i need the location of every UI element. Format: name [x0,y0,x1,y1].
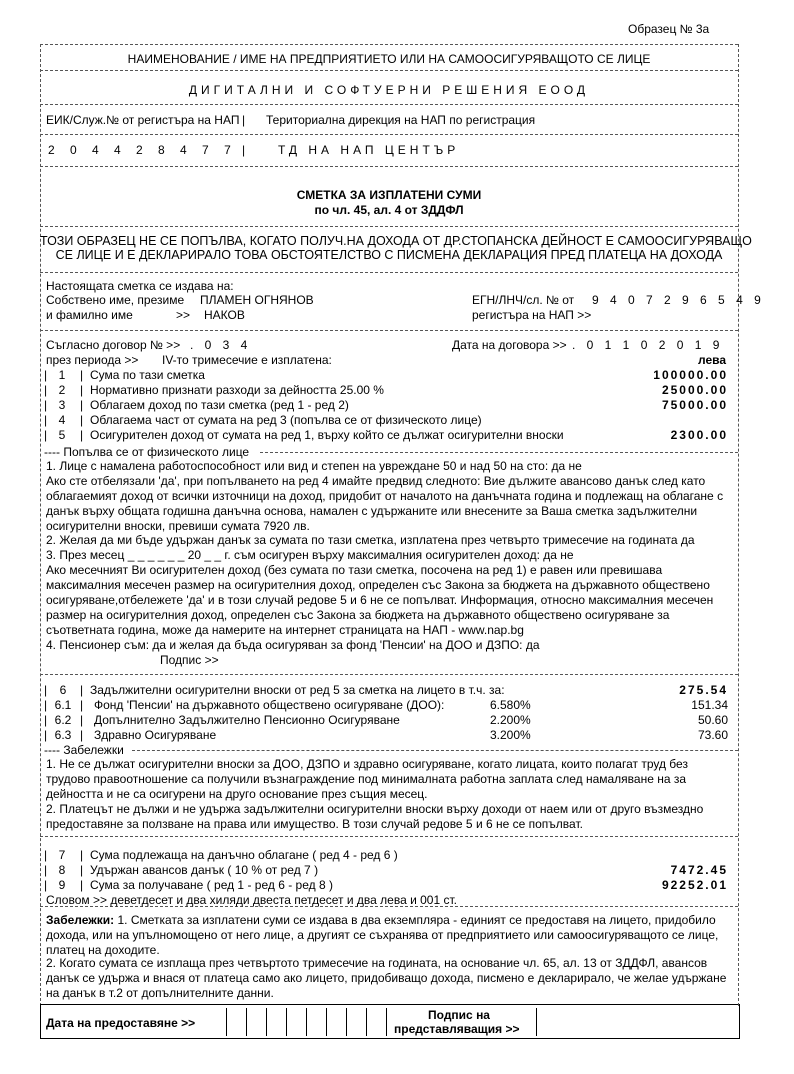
row-bar: | [80,683,84,697]
footer-note-2: 2. Когато сумата се изплаща през четвъртото тримесечие на годината, на основание чл. 65, ал. 13 от ЗДДФЛ, авансов данък се удържа и внася от платеца само ако лицето, придобиващо дохода, писмено е декларирало, че желае удържане на данък в т.2 от допълнителните данни. [46,956,727,1000]
vertical-bar: | [242,113,246,127]
row-number: 8 [58,863,66,877]
row-bar: | [80,863,84,877]
row-label: Фонд 'Пенсии' на държавното обществено осигуряване (ДОО): [94,698,445,712]
physical-heading: ---- Попълва се от физическото лице [44,445,250,459]
row-percent: 3.200% [490,728,531,742]
vertical-bar: | [242,143,246,157]
signature-label-1: Подпис на [428,1008,490,1022]
divider [40,330,738,331]
row-value: 151.34 [691,698,728,712]
document-title: СМЕТКА ЗА ИЗПЛАТЕНИ СУМИ [296,188,482,202]
signature-label-2: представляващия >> [394,1022,520,1036]
row-bar: | [80,698,84,712]
footer-note-1-text: 1. Сметката за изплатени суми се издава в два екземпляра - единият се предоставя на лицето, придобило дохода, или на упълномощено от него лице, а другият се съхранява от предприятието или самоосигуряващото се лице, платец на доходите. [46,913,719,957]
physical-p3: 3. През месец _ _ _ _ _ _ 20 _ _ г. съм осигурен върху максималния осигурителен доход: да не [46,548,574,562]
surname-arrow: >> [176,308,191,322]
date-cell[interactable] [286,1008,287,1036]
row-bar: | [44,848,48,862]
row-number: 5 [58,428,66,442]
row-bar: | [44,413,48,427]
date-cell[interactable] [366,1008,367,1036]
date-cell[interactable] [306,1008,307,1036]
name-value: ПЛАМЕН ОГНЯНОВ [200,293,314,307]
row-bar: | [44,398,48,412]
eik-value: 2 0 4 4 2 8 4 7 7 [48,143,237,157]
row-label: Сума за получаване ( ред 1 - ред 6 - ред 8 ) [90,878,333,892]
row-bar: | [80,428,84,442]
row-number: 6.3 [54,728,72,742]
notes-heading: ---- Забележки [44,743,124,757]
date-cell[interactable] [266,1008,267,1036]
company-label: НАИМЕНОВАНИЕ / ИМЕ НА ПРЕДПРИЯТИЕТО ИЛИ НА САМООСИГУРЯВАЩОТО СЕ ЛИЦЕ [127,52,651,66]
notes-n1: 1. Не се дължат осигурителни вноски за ДОО, ДЗПО и здравно осигуряване, когато лицата, които полагат труд без трудово правоотношение са получили възнаграждение под минималната работна заплата след намаляване на за дейността и не са осигурени на друго основание през същия месец. [46,757,688,801]
row-bar: | [80,368,84,382]
divider [40,272,738,273]
contract-date-value: . 0 1 1 0 2 0 1 9 [572,338,724,352]
row-label: Нормативно признати разходи за дейността 25.00 % [90,383,384,397]
row-bar: | [44,698,48,712]
row-bar: | [80,878,84,892]
row-bar: | [80,383,84,397]
divider [40,836,738,837]
row-number: 2 [58,383,66,397]
row-bar: | [80,728,84,742]
company-name: ДИГИТАЛНИ И СОФТУЕРНИ РЕШЕНИЯ ЕООД [188,83,590,97]
physical-p4: 4. Пенсионер съм: да и желая да бъда осигуряван за фонд 'Пенсии' на ДОО и ДЗПО: да [46,638,540,652]
contract-number: . 0 3 4 [190,338,252,352]
form-number: Образец № 3а [628,22,710,36]
row-label: Облагаема част от сумата на ред 3 (попълва се от физическото лице) [90,413,482,427]
footer-notes-label: Забележки: [46,913,115,927]
egn-label-2: регистъра на НАП >> [472,308,592,322]
contract-label: Съгласно договор № >> [46,338,181,352]
row-label: Удържан авансов данък ( 10 % от ред 7 ) [90,863,319,877]
divider [40,166,738,167]
in-words: Словом >> деветдесет и два хиляди двеста петдесет и два лева и 001 ст. [46,893,457,907]
divider [40,104,738,105]
period-value: IV-то тримесечие е изплатена: [162,353,332,367]
date-label: Дата на предоставяне >> [46,1016,196,1030]
divider [40,674,738,675]
row-number: 7 [58,848,66,862]
row-value: 7472.45 [670,863,728,877]
row-bar: | [44,428,48,442]
row-number: 3 [58,398,66,412]
divider [40,44,738,45]
row-bar: | [44,368,48,382]
physical-p2: 2. Желая да ми бъде удържан данък за сумата по тази сметка, изплатена през четвърто тримесечие на годината да [46,533,695,547]
row-label: Здравно Осигуряване [94,728,217,742]
egn-label: ЕГН/ЛНЧ/сл. № от [472,293,575,307]
notes-n2: 2. Платецът не дължи и не удържа задължителни осигурителни вноски върху доходи от наем или от друго възмездно предоставяне за ползване на права или имущество. В този случай редове 5 и 6 не се попълват. [46,802,704,831]
row-number: 6 [59,683,67,697]
row-value: 2300.00 [670,428,728,442]
row-bar: | [44,878,48,892]
row-bar: | [44,383,48,397]
territory-label: Териториална дирекция на НАП по регистрация [266,113,536,127]
row-value: 275.54 [679,683,728,697]
divider [132,750,738,751]
divider [40,226,738,227]
person-intro: Настоящата сметка се издава на: [46,279,234,293]
row-bar: | [80,848,84,862]
row-bar: | [44,683,48,697]
notice-line-2: СЕ ЛИЦЕ И Е ДЕКЛАРИРАЛО ТОВА ОБСТОЯТЕЛСТВО С ПИСМЕНА ДЕКЛАРАЦИЯ ПРЕД ПЛАТЕЦА НА ДОХОДА [55,248,723,262]
physical-signature: Подпис >> [160,653,219,667]
date-cell[interactable] [346,1008,347,1036]
row-value: 92252.01 [661,878,728,892]
surname-value: НАКОВ [204,308,245,322]
row-label: Сума подлежаща на данъчно облагане ( ред 4 - ред 6 ) [90,848,398,862]
right-border [738,44,739,1006]
footer-note-1 [46,913,734,958]
divider [40,70,738,71]
row-bar: | [44,863,48,877]
row-percent: 6.580% [490,698,531,712]
row-label: Допълнително Задължително Пенсионно Осигуряване [94,713,400,727]
divider [40,134,738,135]
row-label: Осигурителен доход от сумата на ред 1, върху който се дължат осигурителни вноски [90,428,564,442]
row-number: 4 [58,413,66,427]
physical-p3b: Ако месечният Ви осигурителен доход (без сумата по тази сметка, посочена на ред 1) е равен или превишава максималния месечен размер на осигурителния доход, определен със Закона за бюджета на държавното обществено осигуряване,отбележете 'да' и в този случай редове 5 и 6 не се попълват. Информация, относно максималния месечен размер на осигурителния доход, определен със Закона за бюджета на държавното обществено осигуряване за съответната година, може да намерите на интернет страницата на НАП - www.nap.bg [46,563,714,637]
row-bar: | [44,713,48,727]
divider [260,452,738,453]
row-bar: | [80,398,84,412]
row-label: Облагаем доход по тази сметка (ред 1 - ред 2) [90,398,349,412]
contract-date-label: Дата на договора >> [452,338,567,352]
row-bar: | [80,713,84,727]
physical-p1: 1. Лице с намалена работоспособност или вид и степен на увреждане 50 и над 50 на сто: да не [46,459,582,473]
date-cell[interactable] [226,1008,227,1036]
signature-field[interactable] [536,1008,537,1036]
row-value: 75000.00 [661,398,728,412]
date-cell[interactable] [246,1008,247,1036]
row-bar: | [44,728,48,742]
eik-label: ЕИК/Служ.№ от регистъра на НАП [46,113,240,127]
row-number: 9 [58,878,66,892]
notice-line-1: ТОЗИ ОБРАЗЕЦ НЕ СЕ ПОПЪЛВА, КОГАТО ПОЛУЧ.НА ДОХОДА ОТ ДР.СТОПАНСКА ДЕЙНОСТ Е САМООСИГУРЯВАЩО [40,234,752,248]
row-number: 1 [58,368,66,382]
document-subtitle: по чл. 45, ал. 4 от ЗДДФЛ [314,203,464,217]
row-label: Сума по тази сметка [90,368,205,382]
currency-label: лева [698,353,727,367]
row-value: 73.60 [697,728,728,742]
physical-p1b: Ако сте отбелязали 'да', при попълването на ред 4 имайте предвид следното: Вие дължите авансово данък след като облагаемият доход от всички източници на доход, придобит от началото на данъчната година и подлежащ на облагане с данък върху общата годишна данъчна основа, намален с удържаните или внесените за Ваша сметка задължителни осигурителни вноски, превиши сумата 7920 лв. [46,474,724,533]
row-label: Задължителни осигурителни вноски от ред 5 за сметка на лицето в т.ч. за: [90,683,505,697]
row-bar: | [80,413,84,427]
period-label: през периода >> [46,353,139,367]
date-cell[interactable] [326,1008,327,1036]
row-number: 6.2 [54,713,72,727]
egn-value: 9 4 0 7 2 9 6 5 4 9 [592,293,765,307]
territory-value: ТД НА НАП ЦЕНТЪР [278,143,460,157]
row-value: 25000.00 [661,383,728,397]
surname-label: и фамилно име [46,308,133,322]
row-value: 50.60 [697,713,728,727]
row-percent: 2.200% [490,713,531,727]
row-number: 6.1 [54,698,72,712]
row-value: 100000.00 [653,368,728,382]
name-label: Собствено име, презиме [46,293,185,307]
